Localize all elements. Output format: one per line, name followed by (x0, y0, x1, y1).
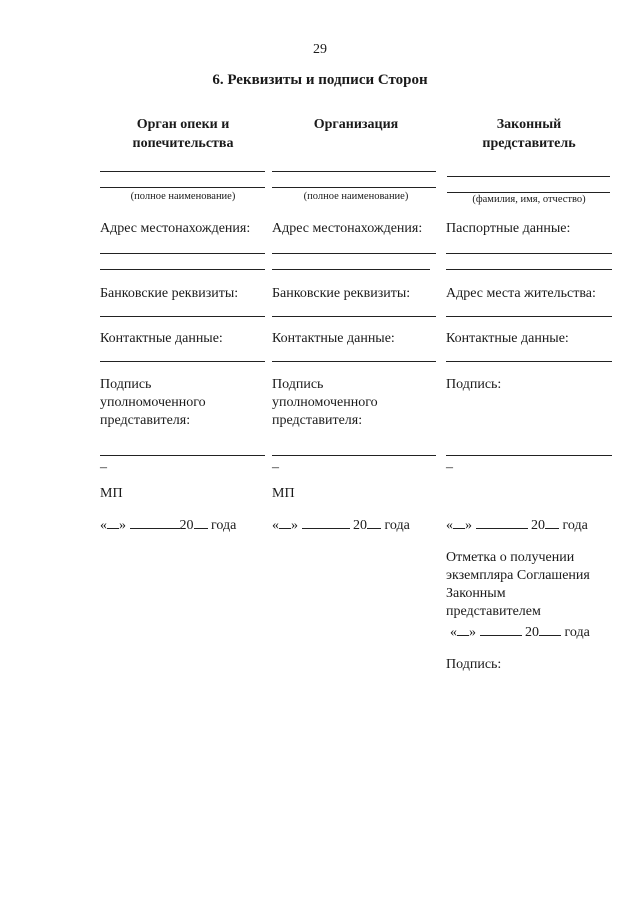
name-line (272, 187, 436, 188)
name-line (100, 187, 265, 188)
date-quote-close: » (469, 625, 476, 640)
signature-label-line: представителя: (100, 413, 191, 428)
heading-line: попечительства (132, 136, 234, 151)
address-line (100, 269, 265, 270)
month-blank (130, 514, 180, 529)
signature-label (100, 376, 265, 430)
stamp-label: МП (272, 486, 295, 501)
date-quote-close: » (465, 518, 472, 533)
column-heading-legal-representative (444, 115, 614, 153)
bank-label: Банковские реквизиты: (272, 286, 411, 301)
passport-line (446, 269, 612, 270)
date-quote-open: « (450, 625, 457, 640)
receipt-date-field (450, 621, 590, 641)
month-blank (476, 514, 528, 529)
date-field (446, 514, 588, 534)
bank-label: Банковские реквизиты: (100, 286, 239, 301)
name-line (100, 171, 265, 172)
address-label: Адрес местонахождения: (272, 221, 423, 236)
name-line (447, 176, 610, 177)
dash-mark: – (272, 460, 279, 475)
signature-line (272, 455, 436, 456)
date-quote-close: » (291, 518, 298, 533)
day-blank (457, 621, 469, 636)
year-blank (545, 514, 559, 529)
month-blank (302, 514, 350, 529)
stamp-label: МП (100, 486, 123, 501)
signature-line (446, 455, 612, 456)
day-blank (279, 514, 291, 529)
year-blank (194, 514, 208, 529)
year-blank (367, 514, 381, 529)
year-prefix: 20 (179, 518, 194, 533)
year-word: года (211, 518, 237, 533)
heading-line: Орган опеки и (136, 117, 230, 132)
signature-label (272, 376, 436, 430)
section-title: 6. Реквизиты и подписи Сторон (212, 72, 428, 88)
receipt-note-line: Отметка о получении (446, 550, 575, 565)
signature-label-line: Подпись (100, 377, 152, 392)
signature-label-line: Подпись (272, 377, 324, 392)
day-blank (453, 514, 465, 529)
contact-label: Контактные данные: (272, 331, 395, 346)
year-word: года (564, 625, 590, 640)
name-caption: (полное наименование) (130, 191, 236, 202)
signature-line (100, 455, 265, 456)
year-prefix: 20 (525, 625, 539, 640)
receipt-note-line: Законным (446, 586, 506, 601)
year-blank (539, 621, 561, 636)
address-label: Адрес местонахождения: (100, 221, 251, 236)
signature-label-line: представителя: (272, 413, 363, 428)
residence-line (446, 316, 612, 317)
date-field (272, 514, 410, 534)
heading-line: представитель (482, 136, 576, 151)
receipt-note-line: представителем (446, 604, 541, 619)
bank-line (100, 316, 265, 317)
date-quote-open: « (446, 518, 453, 533)
residence-label: Адрес места жительства: (446, 286, 596, 301)
address-line (100, 253, 265, 254)
receipt-signature-label: Подпись: (446, 657, 502, 672)
date-quote-close: » (119, 518, 126, 533)
page-number: 29 (313, 42, 327, 57)
receipt-note-line: экземпляра Соглашения (446, 568, 590, 583)
signature-label: Подпись: (446, 377, 502, 392)
heading-line: Законный (496, 117, 562, 132)
column-heading-organization (271, 115, 441, 134)
contact-line (446, 361, 612, 362)
date-field (100, 514, 236, 534)
date-quote-open: « (272, 518, 279, 533)
contact-label: Контактные данные: (446, 331, 569, 346)
day-blank (107, 514, 119, 529)
address-line (272, 253, 436, 254)
signature-label-line: уполномоченного (100, 395, 206, 410)
contact-line (272, 361, 436, 362)
dash-mark: – (446, 460, 453, 475)
year-prefix: 20 (353, 518, 367, 533)
name-line (272, 171, 436, 172)
dash-mark: – (100, 460, 107, 475)
passport-label: Паспортные данные: (446, 221, 571, 236)
name-line (447, 192, 610, 193)
bank-line (272, 316, 436, 317)
month-blank (480, 621, 522, 636)
name-caption: (полное наименование) (303, 191, 409, 202)
year-word: года (384, 518, 410, 533)
passport-line (446, 253, 612, 254)
contact-label: Контактные данные: (100, 331, 223, 346)
name-caption: (фамилия, имя, отчество) (472, 194, 586, 205)
heading-line: Организация (313, 117, 399, 132)
signature-label-line: уполномоченного (272, 395, 378, 410)
receipt-note (446, 549, 590, 621)
date-quote-open: « (100, 518, 107, 533)
column-heading-guardianship (98, 115, 268, 153)
year-prefix: 20 (531, 518, 545, 533)
contact-line (100, 361, 265, 362)
address-line (272, 269, 430, 270)
year-word: года (562, 518, 588, 533)
